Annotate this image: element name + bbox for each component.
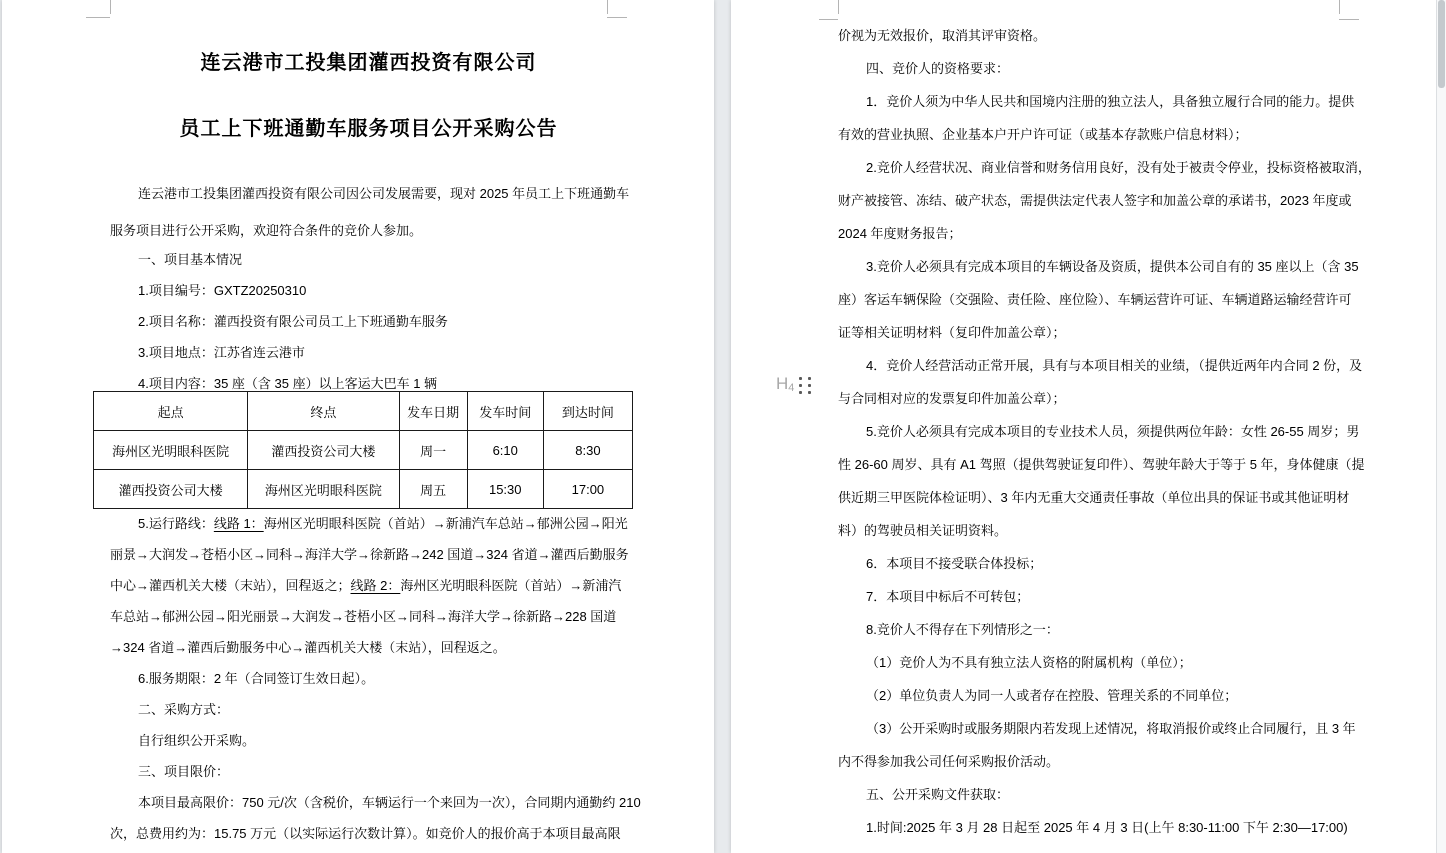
table-cell: 15:30 xyxy=(467,470,543,509)
text-line xyxy=(838,356,1369,375)
text-line xyxy=(838,521,1341,540)
text-segment: （3）公开采购时或服务期限内若发现上述情况，将取消报价或终止合同履行，且 3 年 xyxy=(866,721,1356,736)
underlined-text: 线路 1： xyxy=(213,516,264,531)
text-segment: 1.项目编号：GXTZ20250310 xyxy=(138,283,307,298)
document-title-line-1: 连云港市工投集团灌西投资有限公司 xyxy=(200,52,537,74)
text-segment: 3.项目地点：江苏省连云港市 xyxy=(138,345,305,360)
text-segment: 2024 年度财务报告； xyxy=(838,226,962,241)
text-line xyxy=(110,281,657,300)
margin-crop-mark xyxy=(86,17,110,18)
table-header-row xyxy=(94,392,633,431)
text-line xyxy=(838,323,1341,342)
table-cell: 6:10 xyxy=(467,431,543,470)
margin-crop-mark xyxy=(1339,19,1359,20)
text-line xyxy=(838,158,1369,177)
text-segment: 4．竞价人经营活动正常开展，具有与本项目相关的业绩，（提供近两年内合同 2 份，及 xyxy=(866,358,1363,373)
text-line xyxy=(110,762,657,781)
text-line xyxy=(110,576,629,595)
scrollbar-thumb[interactable] xyxy=(1438,0,1445,88)
bus-schedule-table xyxy=(93,391,633,509)
text-segment: 一、项目基本情况 xyxy=(138,252,243,267)
text-segment: 1.时间:2025 年 3 月 28 日起至 2025 年 4 月 3 日(上午 8:30-11:00 下午 2:30—17:00) xyxy=(866,820,1348,835)
table-header-cell: 发车日期 xyxy=(399,392,467,431)
text-segment: 2.竞价人经营状况、商业信誉和财务信用良好，没有处于被责令停业，投标资格被取消， xyxy=(866,160,1371,175)
text-segment: 8.竞价人不得存在下列情形之一： xyxy=(866,622,1059,637)
underlined-text: 线路 2： xyxy=(350,578,401,593)
text-line xyxy=(838,422,1369,441)
text-segment: 2.项目名称：灌西投资有限公司员工上下班通勤车服务 xyxy=(138,314,448,329)
text-segment: 次，总费用约为：15.75 万元（以实际运行次数计算）。如竞价人的报价高于本项目最高限 xyxy=(110,826,621,841)
text-segment: 1．竞价人须为中华人民共和国境内注册的独立法人，具备独立履行合同的能力。提供 xyxy=(866,94,1355,109)
text-line xyxy=(838,257,1369,276)
text-segment: 与合同相对应的发票复印件加盖公章）； xyxy=(838,391,1066,406)
text-segment: 内不得参加我公司任何采购报价活动。 xyxy=(838,754,1060,769)
text-line xyxy=(838,389,1341,408)
text-line xyxy=(838,59,1369,78)
table-cell: 8:30 xyxy=(543,431,632,470)
text-segment: 7．本项目中标后不可转包； xyxy=(866,589,1030,604)
text-line xyxy=(838,455,1365,474)
text-segment: 连云港市工投集团灌西投资有限公司因公司发展需要，现对 2025 年员工上下班通勤车 xyxy=(138,186,630,201)
text-line xyxy=(110,343,657,362)
margin-crop-mark xyxy=(607,17,627,18)
text-line xyxy=(838,752,1341,771)
text-line xyxy=(110,731,657,750)
text-line xyxy=(110,312,657,331)
text-segment: 3.竞价人必须具有完成本项目的车辆设备及资质，提供本公司自有的 35 座以上（含 35 xyxy=(866,259,1359,274)
text-line xyxy=(838,125,1341,144)
text-line xyxy=(838,785,1369,804)
text-segment: 5.竞价人必须具有完成本项目的专业技术人员，须提供两位年龄：女性 26-55 周岁；男 xyxy=(866,424,1360,439)
text-line xyxy=(838,224,1341,243)
text-segment: 三、项目限价： xyxy=(138,764,230,779)
text-line xyxy=(838,653,1369,672)
table-header-cell: 到达时间 xyxy=(543,392,632,431)
text-line xyxy=(110,607,629,626)
text-segment: 丽景→大润发→苍梧小区→同科→海洋大学→徐新路→242 国道→324 省道→灌西后勤服务 xyxy=(110,547,629,562)
table-header-cell: 起点 xyxy=(94,392,248,431)
page-2[interactable] xyxy=(731,0,1437,853)
table-cell: 17:00 xyxy=(543,470,632,509)
margin-crop-mark xyxy=(838,0,839,14)
table-row xyxy=(94,470,633,509)
text-segment: 财产被接管、冻结、破产状态，需提供法定代表人签字和加盖公章的承诺书，2023 年度或 xyxy=(838,193,1352,208)
text-line xyxy=(110,184,657,203)
text-segment: →324 省道→灌西后勤服务中心→灌西机关大楼（末站），回程返之。 xyxy=(110,640,506,655)
heading-marker-level: 4 xyxy=(788,382,795,394)
heading-level-marker xyxy=(776,374,794,394)
table-cell: 海州区光明眼科医院 xyxy=(94,431,248,470)
document-title-line-2: 员工上下班通勤车服务项目公开采购公告 xyxy=(179,118,558,140)
text-segment: 中心→灌西机关大楼（末站），回程返之； xyxy=(110,578,351,593)
text-segment: 性 26-60 周岁、具有 A1 驾照（提供驾驶证复印件）、驾驶年龄大于等于 5 年，身体健康（提 xyxy=(838,457,1365,472)
text-line xyxy=(110,545,629,564)
table-cell: 海州区光明眼科医院 xyxy=(248,470,399,509)
table-cell: 周五 xyxy=(399,470,467,509)
table-cell: 灌西投资公司大楼 xyxy=(94,470,248,509)
text-line xyxy=(838,587,1369,606)
text-segment: 自行组织公开采购。 xyxy=(138,733,256,748)
text-segment: 5.运行路线： xyxy=(138,516,214,531)
text-segment: 座）客运车辆保险（交强险、责任险、座位险）、车辆运营许可证、车辆道路运输经营许可 xyxy=(838,292,1352,307)
text-segment: 海州区光明眼科医院（首站）→新浦汽车总站→郁洲公园→阳光 xyxy=(263,516,628,531)
text-segment: 海州区光明眼科医院（首站）→新浦汽 xyxy=(400,578,622,593)
text-segment: 车总站→郁洲公园→阳光丽景→大润发→苍梧小区→同科→海洋大学→徐新路→228 国道 xyxy=(110,609,617,624)
heading-marker-label: H xyxy=(776,374,789,393)
text-line xyxy=(838,191,1352,210)
margin-crop-mark xyxy=(1339,0,1340,14)
text-line xyxy=(838,26,1341,45)
table-row xyxy=(94,431,633,470)
drag-handle-icon[interactable] xyxy=(799,377,812,395)
text-segment: （1）竞价人为不具有独立法人资格的附属机构（单位）； xyxy=(866,655,1192,670)
text-line xyxy=(838,818,1369,837)
text-segment: 本项目最高限价：750 元/次（含税价，车辆运行一个来回为一次），合同期内通勤约 210 xyxy=(138,795,641,810)
text-segment: 料）的驾驶员相关证明资料。 xyxy=(838,523,1008,538)
table-header-cell: 终点 xyxy=(248,392,399,431)
text-segment: 6．本项目不接受联合体投标； xyxy=(866,556,1043,571)
text-segment: 五、公开采购文件获取： xyxy=(866,787,1010,802)
text-line xyxy=(110,824,629,843)
text-segment: 4.项目内容：35 座（含 35 座）以上客运大巴车 1 辆 xyxy=(138,376,438,391)
margin-crop-mark xyxy=(607,0,608,14)
text-line xyxy=(838,686,1369,705)
table-cell: 周一 xyxy=(399,431,467,470)
text-line xyxy=(838,92,1369,111)
margin-crop-mark xyxy=(819,19,838,20)
text-line xyxy=(838,620,1369,639)
text-line xyxy=(110,514,657,533)
text-line xyxy=(110,700,657,719)
text-segment: 有效的营业执照、企业基本户开户许可证（或基本存款账户信息材料）； xyxy=(838,127,1248,142)
text-line xyxy=(838,554,1369,573)
page-1[interactable] xyxy=(2,0,714,853)
text-line xyxy=(110,221,629,240)
text-segment: 价视为无效报价，取消其评审资格。 xyxy=(838,28,1047,43)
text-line xyxy=(110,250,657,269)
text-segment: （2）单位负责人为同一人或者存在控股、管理关系的不同单位； xyxy=(866,688,1238,703)
text-segment: 6.服务期限：2 年（合同签订生效日起）。 xyxy=(138,671,375,686)
text-segment: 证等相关证明材料（复印件加盖公章）； xyxy=(838,325,1066,340)
text-segment: 供近期三甲医院体检证明）、3 年内无重大交通责任事故（单位出具的保证书或其他证明材 xyxy=(838,490,1350,505)
text-line xyxy=(838,488,1350,507)
margin-crop-mark xyxy=(110,0,111,14)
text-segment: 四、竞价人的资格要求： xyxy=(866,61,1010,76)
vertical-scrollbar[interactable] xyxy=(1436,0,1446,853)
text-segment: 二、采购方式： xyxy=(138,702,230,717)
text-line xyxy=(838,290,1352,309)
text-line xyxy=(838,719,1369,738)
table-cell: 灌西投资公司大楼 xyxy=(248,431,399,470)
text-line xyxy=(110,669,657,688)
text-line xyxy=(110,793,657,812)
text-segment: 服务项目进行公开采购，欢迎符合条件的竞价人参加。 xyxy=(110,223,423,238)
text-line xyxy=(110,638,629,657)
table-header-cell: 发车时间 xyxy=(467,392,543,431)
